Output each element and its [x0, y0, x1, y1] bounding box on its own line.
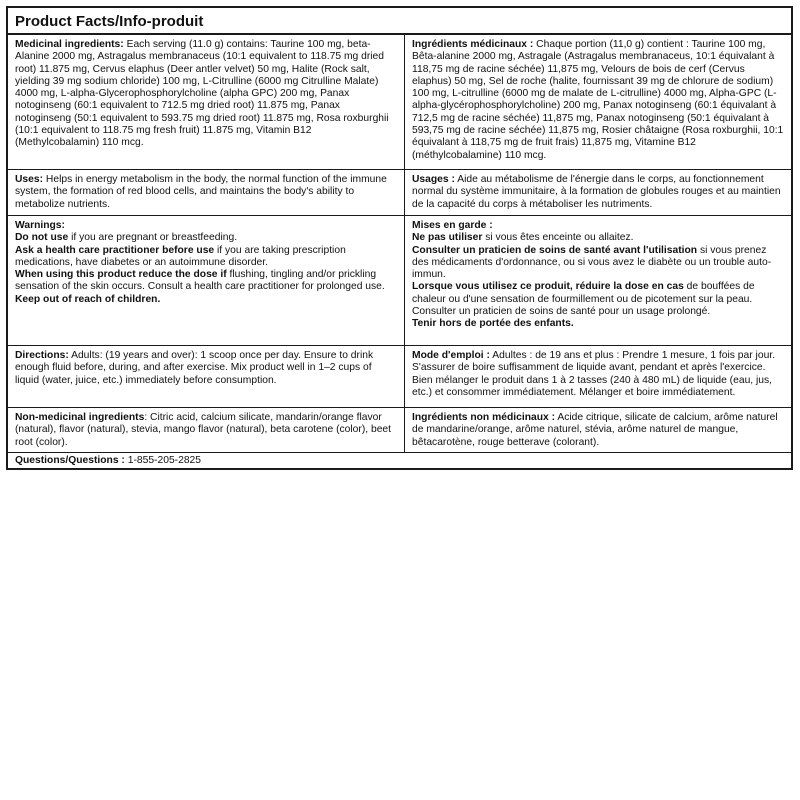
warning-en-3-bold: When using this product reduce the dose if	[15, 269, 227, 281]
panel-title: Product Facts/Info-produit	[8, 8, 791, 35]
questions-phone[interactable]: 1-855-205-2825	[124, 455, 202, 466]
nonmedicinal-text-fr: Acide citrique, silicate de calcium, arôme naturel de mandarine/orange, arôme naturel, stévia, arôme naturel de mangue, bêtacarotène, rouge betterave (colorant).	[412, 412, 778, 448]
warning-en-2-bold: Ask a health care practitioner before use	[15, 244, 215, 256]
warnings-label-fr: Mises en garde :	[412, 220, 493, 231]
medicinal-label-fr: Ingrédients médicinaux :	[412, 39, 534, 50]
medicinal-text-en: Each serving (11.0 g) contains: Taurine 100 mg, beta-Alanine 2000 mg, Astragalus membranaceus (10:1 equivalent to 118.75 mg dried root) 11.875 mg, Cervus elaphus (Deer antler velvet) 50 mg, Halite (Rock salt, yielding 39 mg sodium chloride) 100 mg, L-Citrulline (6000 mg Citrulline Malate) 4000 mg, L-alpha-Glycerophosphorylcholine (alpha GPC) 200 mg, Panax notoginseng (60:1 equivalent to 712.5 mg dried root) 11.875 mg, Panax notoginseng (50:1 equivalent to 593.75 mg dried root) 11.875 mg, Rosa roxburghii (10:1 equivalent to 118.75 mg fresh fruit) 11.875 mg, Vitamin B12 (Methylcobalamin) 110 mcg.	[15, 39, 389, 149]
directions-text-en: Adults: (19 years and over): 1 scoop once per day. Ensure to drink enough fluid before, during, and after exercise. Mix product well in 1–2 cups of liquid (water, juice, etc.) immediately before consumption.	[15, 350, 374, 386]
uses-fr	[405, 170, 791, 215]
warning-fr-3-bold: Lorsque vous utilisez ce produit, réduire la dose en cas	[412, 281, 684, 293]
warnings-en	[8, 216, 405, 345]
warnings-label-en: Warnings:	[15, 220, 65, 231]
medicinal-ingredients-fr	[405, 35, 791, 169]
nonmedicinal-row	[8, 408, 791, 453]
nonmedicinal-label-en: Non-medicinal ingredients	[15, 412, 145, 423]
warning-fr-4-bold: Tenir hors de portée des enfants.	[412, 318, 574, 330]
directions-label-fr: Mode d'emploi :	[412, 350, 490, 361]
directions-label-en: Directions:	[15, 350, 69, 361]
warning-en-1-text: if you are pregnant or breastfeeding.	[68, 232, 238, 244]
uses-row	[8, 170, 791, 216]
product-facts-panel	[6, 6, 793, 470]
directions-en	[8, 346, 405, 407]
nonmedicinal-label-fr: Ingrédients non médicinaux :	[412, 412, 556, 423]
warnings-fr	[405, 216, 791, 345]
warning-en-4-bold: Keep out of reach of children.	[15, 293, 161, 305]
warning-fr-2-bold: Consulter un praticien de soins de santé avant l'utilisation	[412, 244, 698, 256]
warning-en-3-text: flushing, tingling and/or prickling sensation of the skin occurs. Consult a health care practitioner for prolonged use.	[15, 269, 385, 293]
warning-fr-2-text: si vous prenez des médicaments d'ordonnance, ou si vous avez le diabète ou un trouble auto-immun.	[412, 244, 772, 281]
uses-en	[8, 170, 405, 215]
uses-label-en: Uses:	[15, 174, 44, 185]
directions-text-fr: Adultes : de 19 ans et plus : Prendre 1 mesure, 1 fois par jour. S'assurer de boire suffisamment de liquide avant, pendant et après l'exercice. Bien mélanger le produit dans 1 à 2 tasses (240 à 480 mL) de liquide (eau, jus, etc.) et consommer immédiatement. Mélanger et boire immédiatement.	[412, 350, 776, 398]
warning-en-1-bold: Do not use	[15, 232, 69, 244]
questions-row	[8, 453, 791, 470]
medicinal-text-fr: Chaque portion (11,0 g) contient : Taurine 100 mg, Bêta-alanine 2000 mg, Astragale (Astragalus membranaceus, 10:1 équivalant à 118,75 mg de racine séchée) 11,875 mg, Velours de bois de cerf (Cervus elaphus) 50 mg, Sel de roche (halite, fournissant 39 mg de chlorure de sodium) 100 mg, L-citrulline (6000 mg de malate de L-citrulline) 4000 mg, Alpha-GPC (L-alpha-glycérophosphorylcholine) 200 mg, Panax notoginseng (60:1 équivalant à 712,5 mg de racine séchée) 11,875 mg, Panax notoginseng (50:1 équivalant à 593,75 mg de racine séchée) 11,875 mg, Rosier châtaigne (Rosa roxburghii, 10:1 équivalant à 118,75 mg de fruit frais) 11,875 mg, Vitamine B12 (méthylcobalamine) 110 mcg.	[412, 39, 784, 161]
questions-label: Questions/Questions :	[15, 455, 125, 466]
warning-fr-3-text: de bouffées de chaleur ou d'une sensation de fourmillement ou de picotement sur la peau. Consulter un praticien de soins de santé pour un usage prolongé.	[412, 281, 755, 318]
medicinal-ingredients-row	[8, 35, 791, 170]
medicinal-ingredients-en	[8, 35, 405, 169]
uses-text-fr: Aide au métabolisme de l'énergie dans le corps, au fonctionnement normal du système immunitaire, à la formation de globules rouges et au maintien de la capacité du corps à métaboliser les nutriments.	[412, 174, 781, 210]
warning-fr-1-bold: Ne pas utiliser	[412, 232, 483, 244]
nonmedicinal-en	[8, 408, 405, 452]
medicinal-label-en: Medicinal ingredients:	[15, 39, 124, 50]
directions-fr	[405, 346, 791, 407]
nonmedicinal-fr	[405, 408, 791, 452]
uses-text-en: Helps in energy metabolism in the body, the normal function of the immune system, the formation of red blood cells, and maintains the body's ability to metabolize nutrients.	[15, 174, 387, 210]
directions-row	[8, 346, 791, 408]
warnings-row	[8, 216, 791, 346]
warning-en-2-text: if you are taking prescription medications, have diabetes or an autoimmune disorder.	[15, 244, 346, 268]
warning-fr-1-text: si vous êtes enceinte ou allaitez.	[482, 232, 634, 244]
uses-label-fr: Usages :	[412, 174, 455, 185]
nonmedicinal-text-en: : Citric acid, calcium silicate, mandarin/orange flavor (natural), flavor (natural), stevia, mango flavor (natural), beta carotene (color), beet root (color).	[15, 412, 392, 448]
